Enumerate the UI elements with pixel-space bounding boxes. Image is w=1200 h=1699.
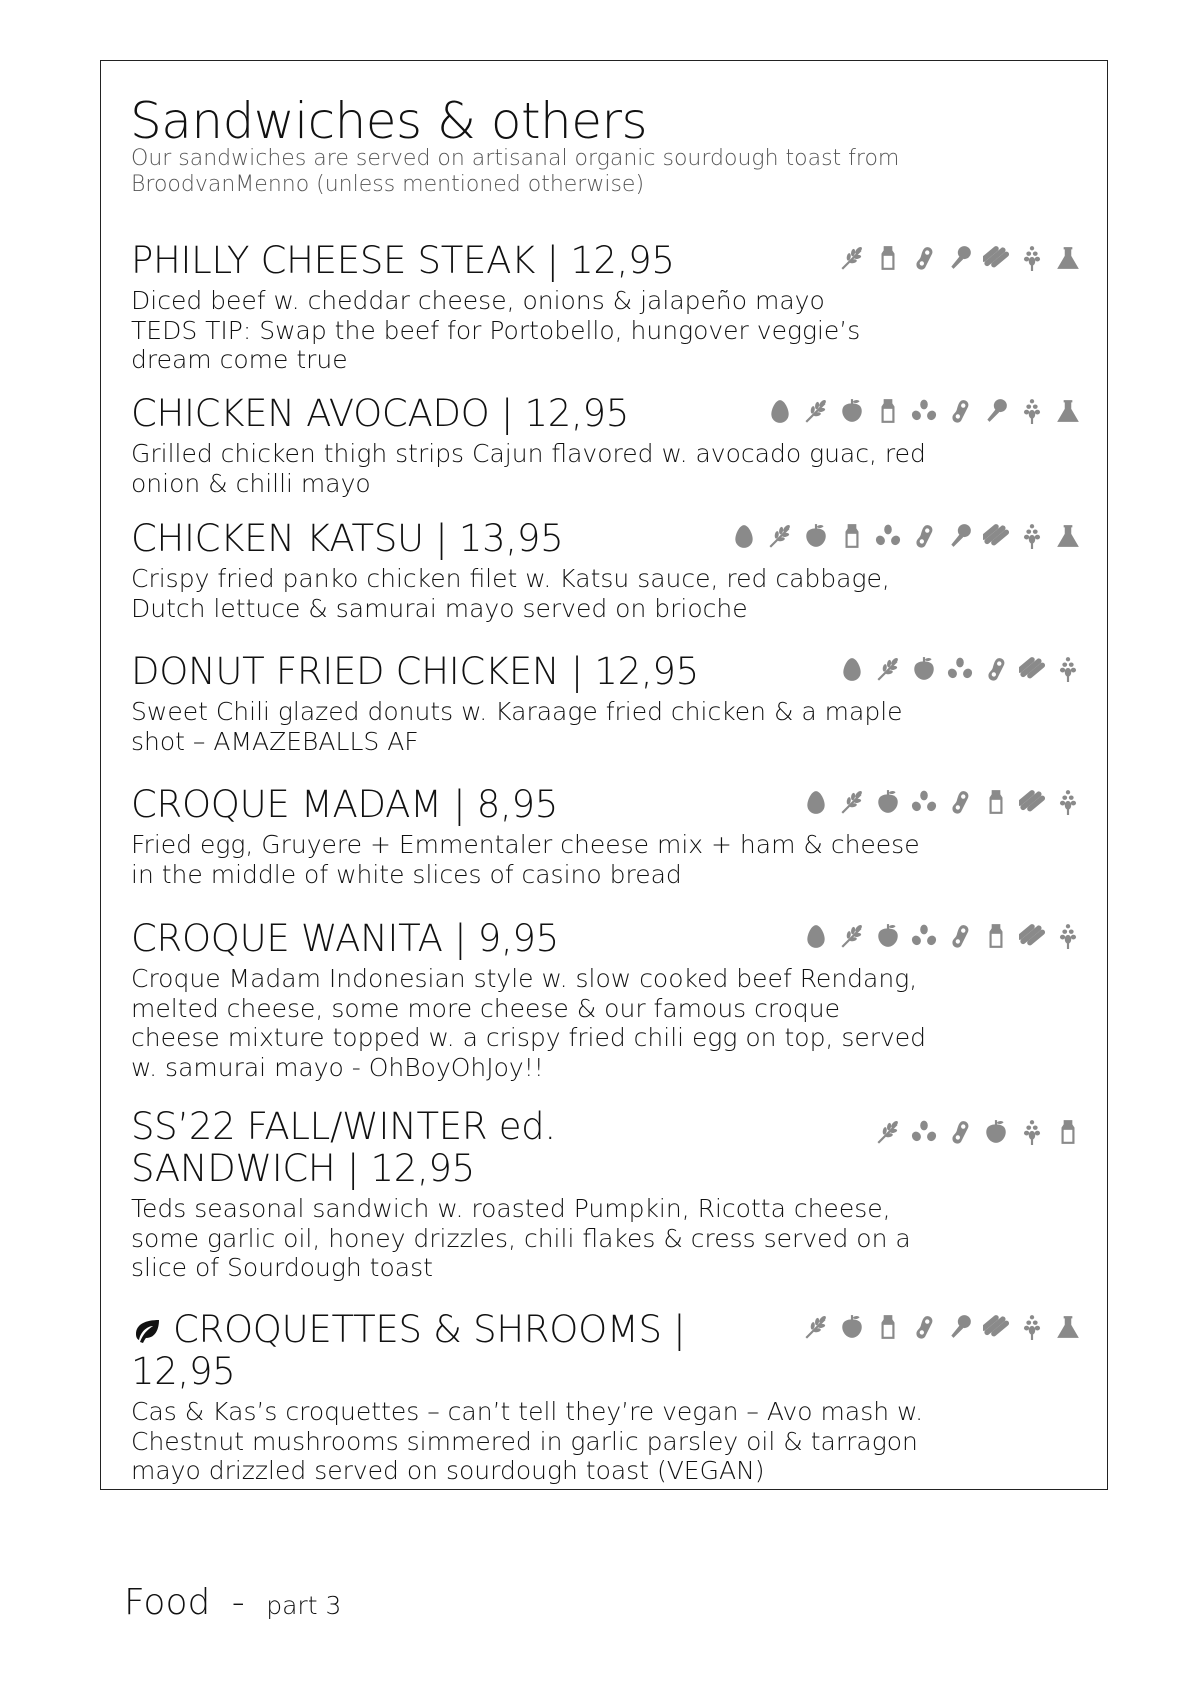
footer-separator: - (231, 1582, 245, 1623)
gluten-icon (803, 1313, 829, 1341)
menu-item-name-price: CROQUE MADAM | 8,95 (131, 783, 558, 826)
lupin-icon (1019, 522, 1045, 550)
sulphite-icon (1055, 1313, 1081, 1341)
footer-part: part 3 (266, 1591, 342, 1620)
gluten-icon (803, 397, 829, 425)
lupin-icon (1055, 788, 1081, 816)
sulphite-icon (1055, 397, 1081, 425)
mustard-icon (983, 397, 1009, 425)
menu-item-name-price: CHICKEN AVOCADO | 12,95 (131, 392, 629, 435)
menu-item-name-price: DONUT FRIED CHICKEN | 12,95 (131, 650, 699, 693)
page-subtitle: Our sandwiches are served on artisanal organic sourdough toast from BroodvanMenno (unless mentioned otherwise) (131, 146, 900, 197)
nut-icon (875, 922, 901, 950)
soy-icon (911, 522, 937, 550)
allergen-icons (839, 244, 1081, 272)
lupin-icon (1019, 397, 1045, 425)
soy-icon (947, 1118, 973, 1146)
mustard-icon (947, 244, 973, 272)
menu-item-name-price: PHILLY CHEESE STEAK | 12,95 (131, 239, 675, 282)
menu-item (131, 1309, 1081, 1486)
allergen-icons (839, 655, 1081, 683)
sesame-icon (1019, 788, 1045, 816)
soy-icon (947, 922, 973, 950)
milk-icon (983, 922, 1009, 950)
sesame-icon (1019, 655, 1045, 683)
menu-item-name-price: SS’22 FALL/WINTER ed. SANDWICH | 12,95 (131, 1105, 556, 1190)
egg-icon (803, 922, 829, 950)
allergen-icons (767, 397, 1081, 425)
menu-item-name-price: CHICKEN KATSU | 13,95 (131, 517, 564, 560)
gluten-icon (875, 1118, 901, 1146)
milk-icon (875, 397, 901, 425)
celery-icon (875, 522, 901, 550)
milk-icon (983, 788, 1009, 816)
soy-icon (947, 788, 973, 816)
menu-item-name-price: CROQUETTES & SHROOMS | 12,95 (131, 1308, 686, 1393)
egg-icon (731, 522, 757, 550)
mustard-icon (947, 522, 973, 550)
egg-icon (803, 788, 829, 816)
milk-icon (875, 244, 901, 272)
egg-icon (767, 397, 793, 425)
sulphite-icon (1055, 244, 1081, 272)
menu-item-description: Croque Madam Indonesian style w. slow cooked beef Rendang, melted cheese, some more cheese & our famous croque cheese mixture topped w. a crispy fried chili egg on top, served w. samurai mayo - OhBoyOhJoy!! (131, 964, 927, 1082)
menu-item (131, 918, 1081, 1082)
menu-item-title (131, 1106, 691, 1190)
footer-label: Food (124, 1582, 211, 1623)
menu-item (131, 1106, 1081, 1283)
vegan-leaf-icon (131, 1318, 161, 1344)
soy-icon (911, 244, 937, 272)
allergen-icons (803, 1313, 1081, 1341)
menu-item-title (131, 518, 751, 560)
menu-item (131, 240, 1081, 375)
menu-item-title (131, 918, 751, 960)
menu-item-title (131, 1309, 751, 1393)
milk-icon (839, 522, 865, 550)
nut-icon (911, 655, 937, 683)
lupin-icon (1019, 1118, 1045, 1146)
menu-item-title (131, 393, 751, 435)
sulphite-icon (1055, 522, 1081, 550)
menu-item-description: Teds seasonal sandwich w. roasted Pumpkin, Ricotta cheese, some garlic oil, honey drizzles, chili flakes & cress served on a slice of Sourdough toast (131, 1194, 911, 1282)
nut-icon (983, 1118, 1009, 1146)
milk-icon (875, 1313, 901, 1341)
sesame-icon (983, 522, 1009, 550)
footer (124, 1582, 341, 1623)
menu-item-description: Sweet Chili glazed donuts w. Karaage fried chicken & a maple shot – AMAZEBALLS AF (131, 697, 903, 756)
menu-item-title (131, 240, 751, 282)
nut-icon (839, 397, 865, 425)
gluten-icon (767, 522, 793, 550)
gluten-icon (839, 922, 865, 950)
menu-item-description: Fried egg, Gruyere + Emmentaler cheese mix + ham & cheese in the middle of white slices of casino bread (131, 830, 920, 889)
menu-item-description: Cas & Kas’s croquettes – can’t tell they’re vegan – Avo mash w. Chestnut mushrooms simmered in garlic parsley oil & tarragon mayo drizzled served on sourdough toast (VEGAN) (131, 1397, 924, 1485)
menu-item-description: Crispy fried panko chicken filet w. Katsu sauce, red cabbage, Dutch lettuce & samurai mayo served on brioche (131, 564, 890, 623)
allergen-icons (731, 522, 1081, 550)
menu-item-title (131, 651, 751, 693)
allergen-icons (803, 788, 1081, 816)
celery-icon (911, 922, 937, 950)
celery-icon (911, 397, 937, 425)
menu-item-description: Diced beef w. cheddar cheese, onions & jalapeño mayo TEDS TIP: Swap the beef for Portobello, hungover veggie’s dream come true (131, 286, 861, 374)
nut-icon (875, 788, 901, 816)
page-title: Sandwiches & others (130, 92, 648, 150)
gluten-icon (875, 655, 901, 683)
soy-icon (983, 655, 1009, 683)
sesame-icon (983, 1313, 1009, 1341)
nut-icon (839, 1313, 865, 1341)
menu-item (131, 651, 1081, 756)
gluten-icon (839, 244, 865, 272)
mustard-icon (947, 1313, 973, 1341)
menu-item (131, 518, 1081, 623)
soy-icon (911, 1313, 937, 1341)
egg-icon (839, 655, 865, 683)
menu-item-description: Grilled chicken thigh strips Cajun flavored w. avocado guac, red onion & chilli mayo (131, 439, 926, 498)
lupin-icon (1019, 1313, 1045, 1341)
menu-item-title (131, 784, 751, 826)
lupin-icon (1019, 244, 1045, 272)
soy-icon (947, 397, 973, 425)
allergen-icons (803, 922, 1081, 950)
menu-item (131, 784, 1081, 889)
menu-item (131, 393, 1081, 498)
lupin-icon (1055, 655, 1081, 683)
celery-icon (911, 788, 937, 816)
lupin-icon (1055, 922, 1081, 950)
nut-icon (803, 522, 829, 550)
sesame-icon (1019, 922, 1045, 950)
menu-item-name-price: CROQUE WANITA | 9,95 (131, 917, 559, 960)
celery-icon (911, 1118, 937, 1146)
gluten-icon (839, 788, 865, 816)
sesame-icon (983, 244, 1009, 272)
allergen-icons (875, 1118, 1081, 1146)
milk-icon (1055, 1118, 1081, 1146)
celery-icon (947, 655, 973, 683)
